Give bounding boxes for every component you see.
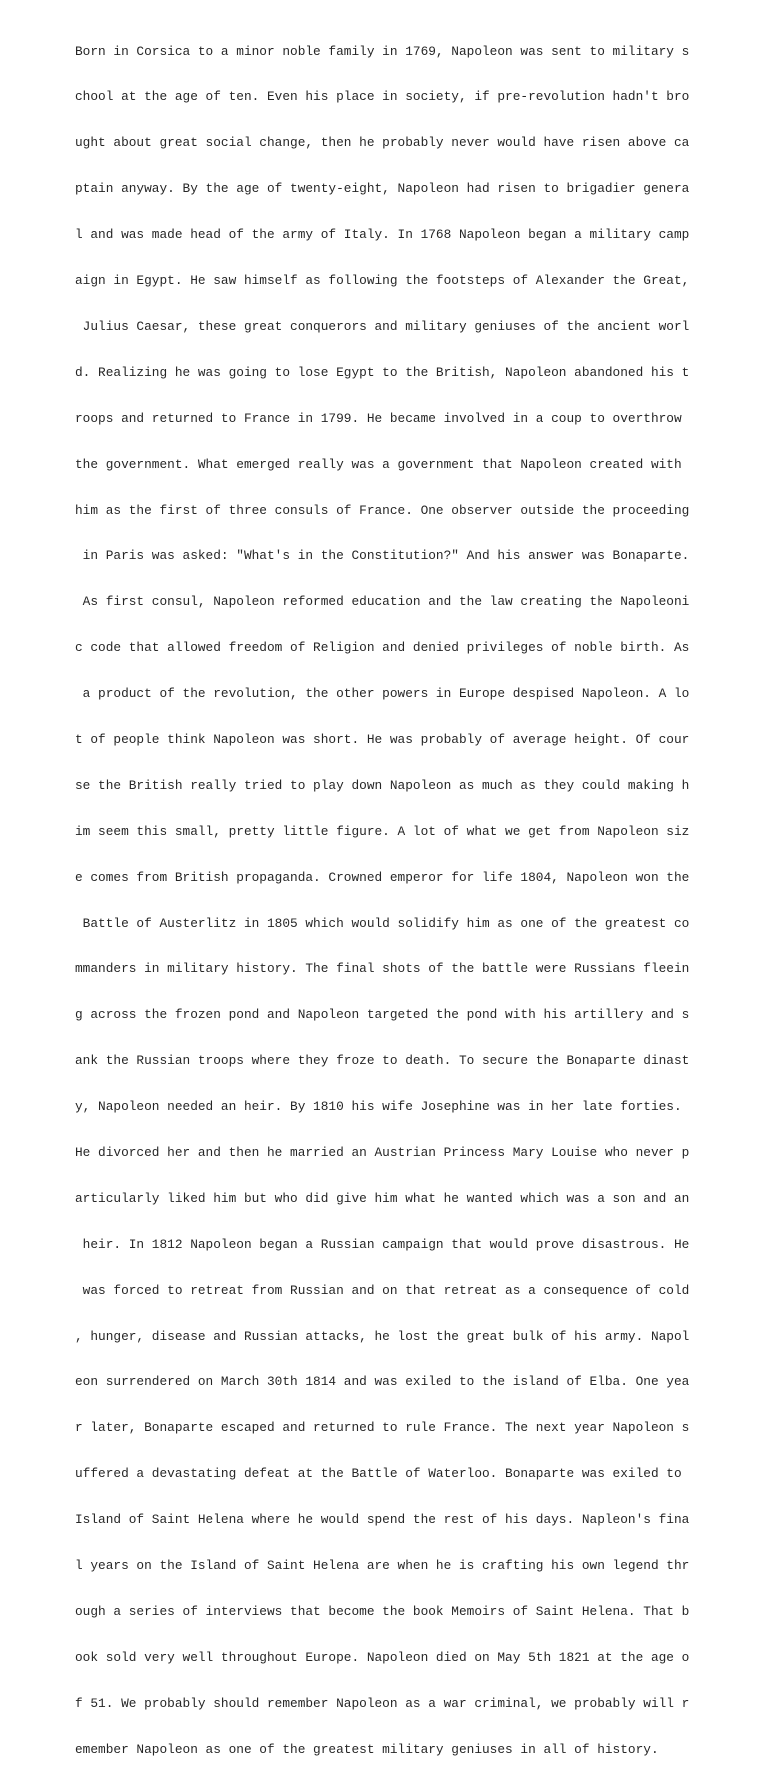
text-line: d. Realizing he was going to lose Egypt to the British, Napoleon abandoned his t (75, 364, 690, 380)
text-line: r later, Bonaparte escaped and returned to rule France. The next year Napoleon s (75, 1420, 690, 1436)
text-line: emember Napoleon as one of the greatest military geniuses in all of history. (75, 1741, 659, 1757)
text-line: Born in Corsica to a minor noble family in 1769, Napoleon was sent to military s (75, 43, 690, 59)
text-line: articularly liked him but who did give him what he wanted which was a son and an (75, 1190, 690, 1206)
text-line: roops and returned to France in 1799. He became involved in a coup to overthrow (75, 410, 682, 426)
text-line: heir. In 1812 Napoleon began a Russian campaign that would prove disastrous. He (75, 1236, 690, 1252)
text-line: the government. What emerged really was a government that Napoleon created with (75, 456, 682, 472)
text-line: aign in Egypt. He saw himself as following the footsteps of Alexander the Great, (75, 273, 690, 289)
text-line: him as the first of three consuls of France. One observer outside the proceeding (75, 502, 690, 518)
text-line: y, Napoleon needed an heir. By 1810 his wife Josephine was in her late forties. (75, 1099, 682, 1115)
text-line: f 51. We probably should remember Napoleon as a war criminal, we probably will r (75, 1695, 690, 1711)
text-line: im seem this small, pretty little figure. A lot of what we get from Napoleon siz (75, 823, 690, 839)
text-line: se the British really tried to play down Napoleon as much as they could making h (75, 777, 690, 793)
text-line: e comes from British propaganda. Crowned emperor for life 1804, Napoleon won the (75, 869, 690, 885)
text-line: mmanders in military history. The final shots of the battle were Russians fleein (75, 961, 690, 977)
text-line: Battle of Austerlitz in 1805 which would solidify him as one of the greatest co (75, 915, 690, 931)
text-line: Julius Caesar, these great conquerors and military geniuses of the ancient worl (75, 318, 690, 334)
text-line: He divorced her and then he married an Austrian Princess Mary Louise who never p (75, 1144, 690, 1160)
text-line: ptain anyway. By the age of twenty-eight, Napoleon had risen to brigadier genera (75, 181, 690, 197)
text-line: a product of the revolution, the other powers in Europe despised Napoleon. A lo (75, 686, 690, 702)
text-line: uffered a devastating defeat at the Battle of Waterloo. Bonaparte was exiled to (75, 1466, 682, 1482)
text-line: ank the Russian troops where they froze to death. To secure the Bonaparte dinast (75, 1053, 690, 1069)
text-line: ough a series of interviews that become the book Memoirs of Saint Helena. That b (75, 1603, 690, 1619)
text-line: chool at the age of ten. Even his place in society, if pre-revolution hadn't bro (75, 89, 690, 105)
text-line: , hunger, disease and Russian attacks, he lost the great bulk of his army. Napol (75, 1328, 690, 1344)
text-line: t of people think Napoleon was short. He was probably of average height. Of cour (75, 731, 690, 747)
text-line: eon surrendered on March 30th 1814 and was exiled to the island of Elba. One yea (75, 1374, 690, 1390)
text-line: As first consul, Napoleon reformed education and the law creating the Napoleoni (75, 594, 690, 610)
text-line: ook sold very well throughout Europe. Napoleon died on May 5th 1821 at the age o (75, 1649, 690, 1665)
text-line: ught about great social change, then he probably never would have risen above ca (75, 135, 690, 151)
text-line: g across the frozen pond and Napoleon targeted the pond with his artillery and s (75, 1007, 690, 1023)
text-line: in Paris was asked: "What's in the Constitution?" And his answer was Bonaparte. (75, 548, 690, 564)
text-line: l years on the Island of Saint Helena are when he is crafting his own legend thr (75, 1557, 690, 1573)
text-line: l and was made head of the army of Italy. In 1768 Napoleon began a military camp (75, 227, 690, 243)
body-text (75, 13, 690, 1787)
text-line: Island of Saint Helena where he would spend the rest of his days. Napleon's fina (75, 1512, 690, 1528)
text-line: was forced to retreat from Russian and on that retreat as a consequence of cold (75, 1282, 690, 1298)
text-line: c code that allowed freedom of Religion and denied privileges of noble birth. As (75, 640, 690, 656)
